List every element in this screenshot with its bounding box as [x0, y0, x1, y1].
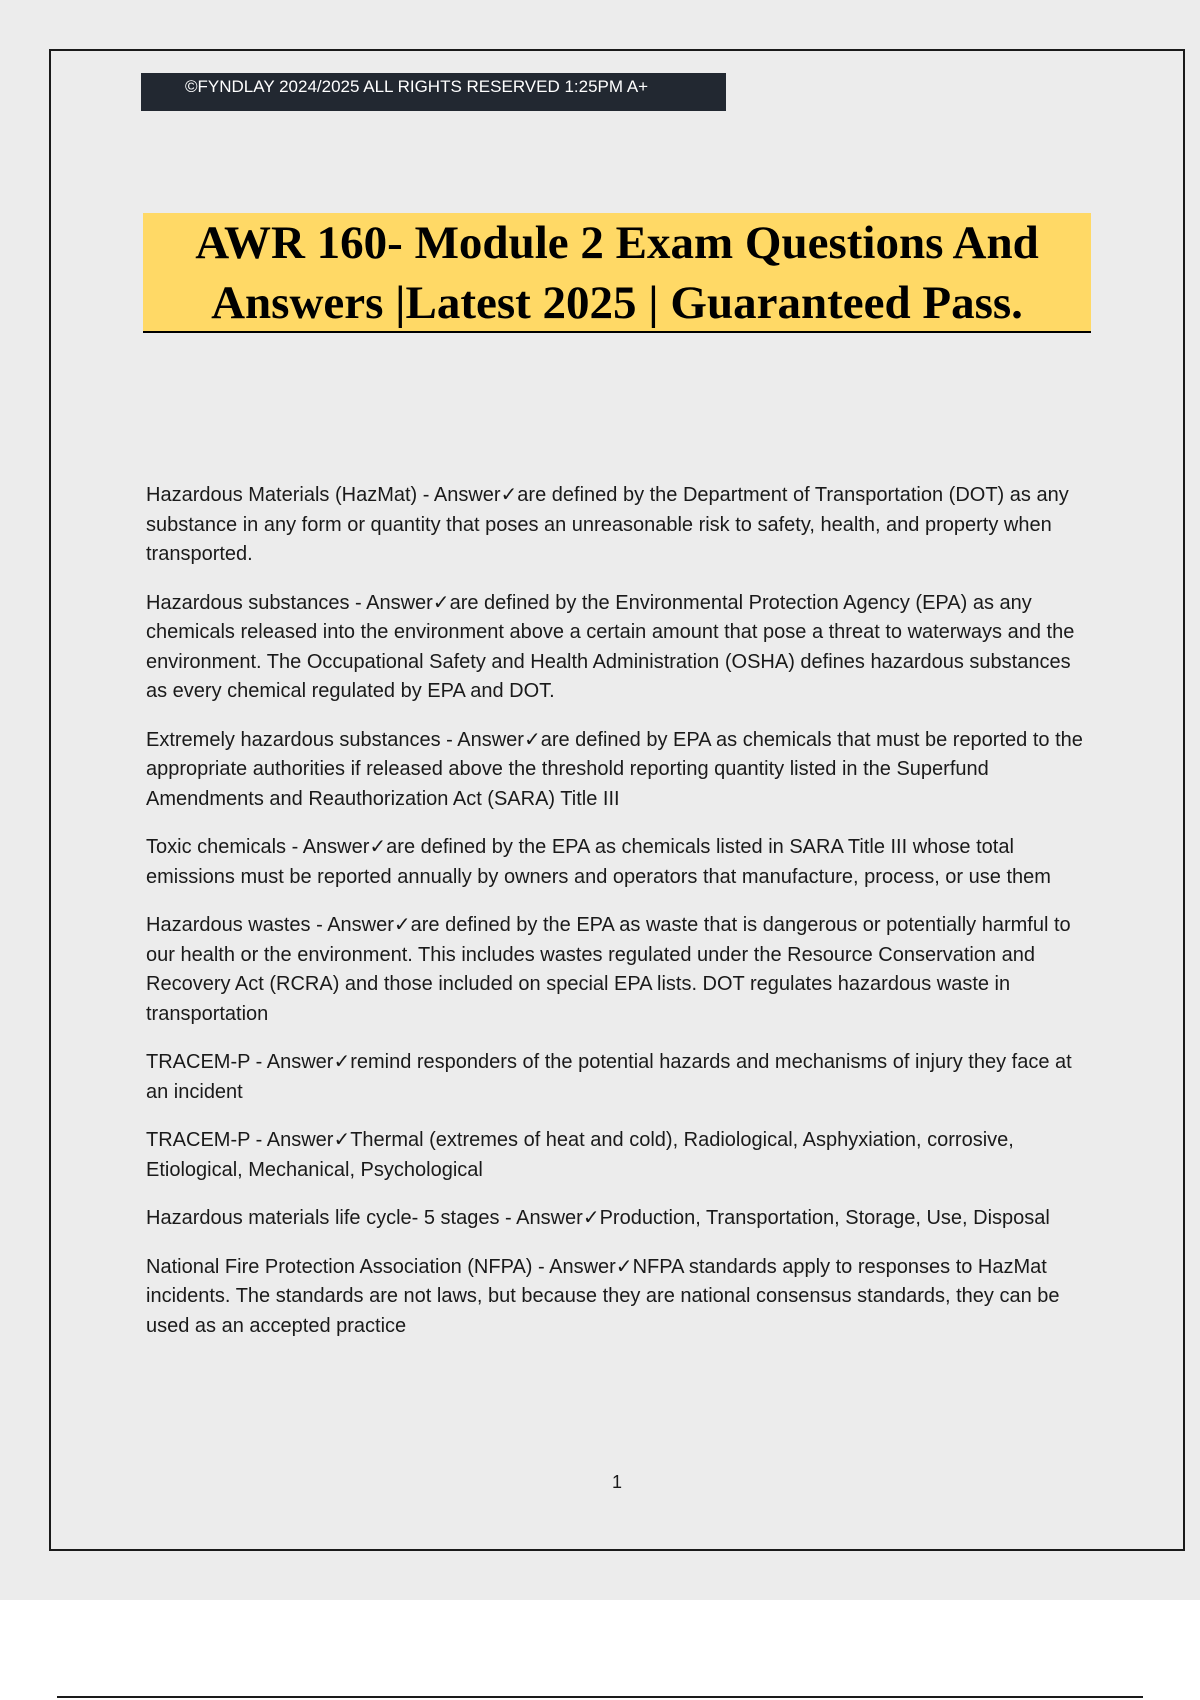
qa-list [146, 481, 1096, 1360]
qa-item: Toxic chemicals - Answer✓are defined by the EPA as chemicals listed in SARA Title III whose total emissions must be reported annually by owners and operators that manufacture, process, or use them [146, 836, 1051, 888]
document-title-line-1: AWR 160- Module 2 Exam Questions And [195, 217, 1039, 269]
next-page-top-rule [57, 1696, 1143, 1698]
qa-item: Hazardous wastes - Answer✓are defined by the EPA as waste that is dangerous or potentially harmful to our health or the environment. This includes wastes regulated under the Resource Conservation and Recovery Act (RCRA) and those included on special EPA lists. DOT regulates hazardous waste in transportation [146, 914, 1071, 1025]
qa-item: Hazardous Materials (HazMat) - Answer✓are defined by the Department of Transportation (DOT) as any substance in any form or quantity that poses an unreasonable risk to safety, health, and property when transported. [146, 484, 1069, 565]
copyright-banner: ©FYNDLAY 2024/2025 ALL RIGHTS RESERVED 1:25PM A+ [141, 73, 726, 111]
qa-item: National Fire Protection Association (NFPA) - Answer✓NFPA standards apply to responses to HazMat incidents. The standards are not laws, but because they are national consensus standards, they can be used as an accepted practice [146, 1255, 1060, 1337]
qa-item: Extremely hazardous substances - Answer✓are defined by EPA as chemicals that must be reported to the appropriate authorities if released above the threshold reporting quantity listed in the Superfund Amendments and Reauthorization Act (SARA) Title III [146, 728, 1083, 810]
qa-item: TRACEM-P - Answer✓Thermal (extremes of heat and cold), Radiological, Asphyxiation, corrosive, Etiological, Mechanical, Psychological [146, 1129, 1014, 1181]
title-box [143, 213, 1091, 333]
qa-item: Hazardous materials life cycle- 5 stages - Answer✓Production, Transportation, Storage, Use, Disposal [146, 1207, 1050, 1229]
page-number: 1 [611, 1472, 622, 1492]
document-title-line-2: Answers |Latest 2025 | Guaranteed Pass. [211, 277, 1023, 329]
qa-item: TRACEM-P - Answer✓remind responders of the potential hazards and mechanisms of injury they face at an incident [146, 1051, 1072, 1103]
qa-item: Hazardous substances - Answer✓are defined by the Environmental Protection Agency (EPA) as any chemicals released into the environment above a certain amount that pose a threat to waterways and the environment. The Occupational Safety and Health Administration (OSHA) defines hazardous substances as every chemical regulated by EPA and DOT. [146, 591, 1075, 702]
